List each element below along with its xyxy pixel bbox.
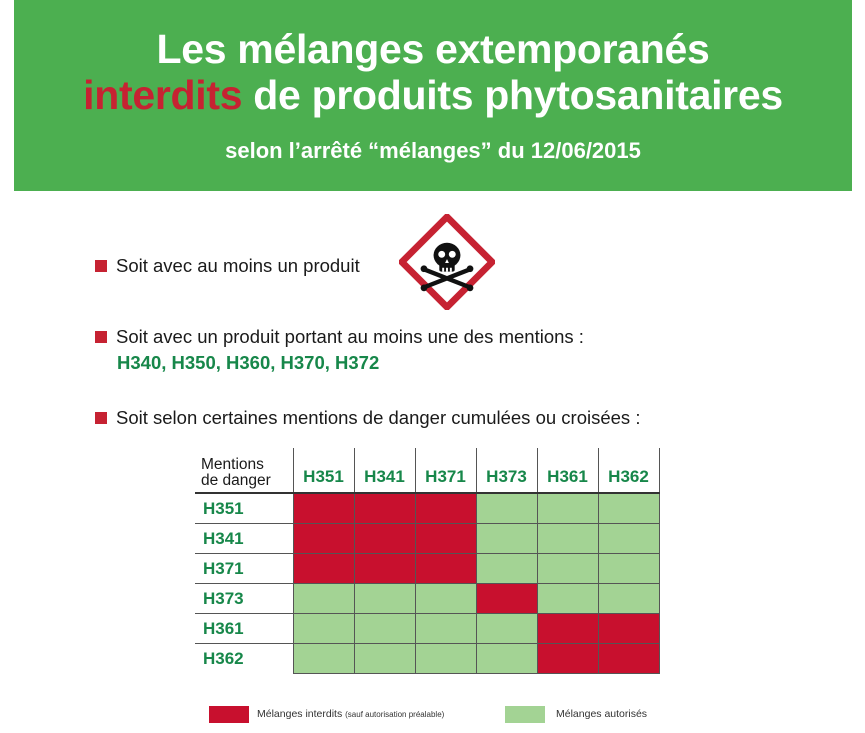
bullet-2 — [95, 326, 584, 348]
matrix-row — [195, 554, 659, 584]
cell-allowed — [537, 554, 598, 584]
legend-forbidden-note: (sauf autorisation préalable) — [345, 710, 445, 719]
cell-allowed — [598, 584, 659, 614]
bullet-1 — [95, 255, 360, 277]
cell-allowed — [476, 524, 537, 554]
cell-allowed — [598, 554, 659, 584]
cell-allowed — [598, 524, 659, 554]
row-header: H373 — [195, 584, 293, 614]
cell-allowed — [415, 644, 476, 674]
cell-forbidden — [476, 584, 537, 614]
cell-allowed — [293, 644, 354, 674]
matrix-row — [195, 644, 659, 674]
matrix-row — [195, 584, 659, 614]
title-interdits: interdits — [83, 72, 243, 118]
legend-allowed-label: Mélanges autorisés — [556, 708, 648, 720]
title-line-1: Les mélanges extemporanés — [156, 26, 710, 72]
cell-allowed — [354, 614, 415, 644]
bullet-2-text: Soit avec un produit portant au moins une des mentions : — [116, 326, 584, 347]
subtitle: selon l’arrêté “mélanges” du 12/06/2015 — [225, 138, 641, 163]
matrix-header-row — [195, 448, 659, 493]
cell-allowed — [293, 614, 354, 644]
corner-line-2: de danger — [201, 472, 271, 489]
cell-forbidden — [293, 524, 354, 554]
cell-allowed — [476, 554, 537, 584]
hazard-codes-list: H340, H350, H360, H370, H372 — [117, 352, 380, 373]
title-line-2 — [14, 72, 852, 118]
cell-forbidden — [293, 554, 354, 584]
cell-forbidden — [537, 614, 598, 644]
cell-forbidden — [415, 524, 476, 554]
skull-crossbones-icon — [399, 214, 495, 310]
cell-allowed — [415, 614, 476, 644]
bullet-square-icon — [95, 331, 107, 343]
title-line-2-rest: de produits phytosanitaires — [242, 72, 783, 118]
cell-allowed — [476, 493, 537, 524]
cell-forbidden — [415, 554, 476, 584]
cell-allowed — [476, 644, 537, 674]
row-header: H351 — [195, 493, 293, 524]
row-header: H362 — [195, 644, 293, 674]
cell-allowed — [537, 493, 598, 524]
cell-allowed — [537, 524, 598, 554]
column-header: H351 — [293, 448, 354, 493]
column-header: H373 — [476, 448, 537, 493]
legend-allowed-swatch — [505, 706, 545, 723]
matrix-row — [195, 614, 659, 644]
cell-forbidden — [598, 614, 659, 644]
bullet-square-icon — [95, 260, 107, 272]
matrix-row — [195, 524, 659, 554]
cell-forbidden — [598, 644, 659, 674]
cell-forbidden — [354, 493, 415, 524]
row-header: H361 — [195, 614, 293, 644]
cell-forbidden — [293, 493, 354, 524]
bullet-square-icon — [95, 412, 107, 424]
cell-forbidden — [537, 644, 598, 674]
hazard-matrix — [195, 448, 660, 674]
row-header: H371 — [195, 554, 293, 584]
cell-allowed — [476, 614, 537, 644]
legend-forbidden-label: Mélanges interdits — [257, 708, 343, 720]
cell-forbidden — [415, 493, 476, 524]
matrix-row — [195, 493, 659, 524]
column-header: H362 — [598, 448, 659, 493]
bullet-3 — [95, 407, 640, 429]
cell-forbidden — [354, 554, 415, 584]
cell-allowed — [537, 584, 598, 614]
title-banner — [14, 0, 852, 191]
column-header: H361 — [537, 448, 598, 493]
column-header: H371 — [415, 448, 476, 493]
cell-allowed — [598, 493, 659, 524]
legend-forbidden-swatch — [209, 706, 249, 723]
cell-allowed — [293, 584, 354, 614]
bullet-3-text: Soit selon certaines mentions de danger cumulées ou croisées : — [116, 407, 641, 428]
matrix-corner-label — [195, 448, 293, 493]
column-header: H341 — [354, 448, 415, 493]
cell-forbidden — [354, 524, 415, 554]
bullet-1-text: Soit avec au moins un produit — [116, 255, 360, 276]
cell-allowed — [354, 644, 415, 674]
corner-line-1: Mentions — [201, 456, 264, 473]
cell-allowed — [354, 584, 415, 614]
row-header: H341 — [195, 524, 293, 554]
cell-allowed — [415, 584, 476, 614]
